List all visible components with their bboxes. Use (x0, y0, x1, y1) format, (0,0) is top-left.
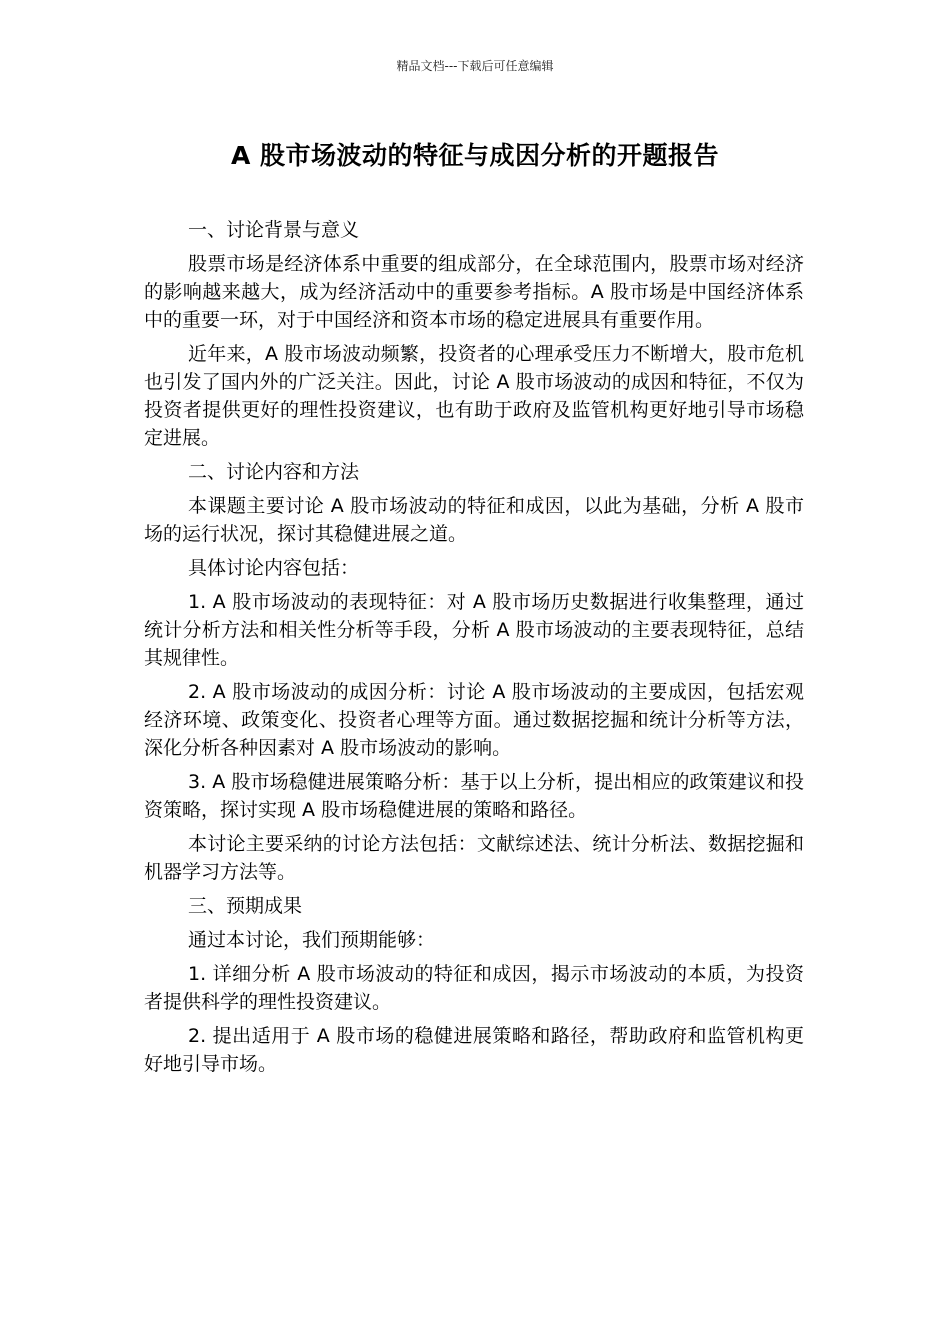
list-item: 3. A 股市场稳健进展策略分析：基于以上分析，提出相应的政策建议和投资策略，探讨实现 A 股市场稳健进展的策略和路径。 (144, 771, 804, 821)
list-item: 1. A 股市场波动的表现特征：对 A 股市场历史数据进行收集整理，通过统计分析方法和相关性分析等手段，分析 A 股市场波动的主要表现特征，总结其规律性。 (144, 591, 804, 669)
paragraph: 近年来，A 股市场波动频繁，投资者的心理承受压力不断增大，股市危机也引发了国内外的广泛关注。因此，讨论 A 股市场波动的成因和特征，不仅为投资者提供更好的理性投资建议，也有助于政府及监管机构更好地引导市场稳定进展。 (144, 343, 804, 449)
list-item: 2. 提出适用于 A 股市场的稳健进展策略和路径，帮助政府和监管机构更好地引导市场。 (144, 1025, 804, 1075)
document-body (144, 216, 804, 1084)
section-heading-background: 一、讨论背景与意义 (188, 219, 360, 241)
section-heading-content-method: 二、讨论内容和方法 (188, 461, 360, 483)
list-item: 1. 详细分析 A 股市场波动的特征和成因，揭示市场波动的本质，为投资者提供科学的理性投资建议。 (144, 963, 804, 1013)
list-item: 2. A 股市场波动的成因分析：讨论 A 股市场波动的主要成因，包括宏观经济环境、政策变化、投资者心理等方面。通过数据挖掘和统计分析等方法，深化分析各种因素对 A 股市场波动的影响。 (144, 681, 804, 759)
paragraph: 本课题主要讨论 A 股市场波动的特征和成因，以此为基础，分析 A 股市场的运行状况，探讨其稳健进展之道。 (144, 495, 804, 545)
section-heading-expected-results: 三、预期成果 (188, 895, 303, 917)
paragraph: 本讨论主要采纳的讨论方法包括：文献综述法、统计分析法、数据挖掘和机器学习方法等。 (144, 833, 804, 883)
paragraph: 具体讨论内容包括： (188, 557, 360, 579)
document-title: A 股市场波动的特征与成因分析的开题报告 (230, 141, 720, 170)
paragraph: 股票市场是经济体系中重要的组成部分，在全球范围内，股票市场对经济的影响越来越大，成为经济活动中的重要参考指标。A 股市场是中国经济体系中的重要一环，对于中国经济和资本市场的稳定进展具有重要作用。 (144, 253, 804, 331)
page-header: 精品文档---下载后可任意编辑 (396, 59, 554, 73)
paragraph: 通过本讨论，我们预期能够： (188, 929, 436, 951)
